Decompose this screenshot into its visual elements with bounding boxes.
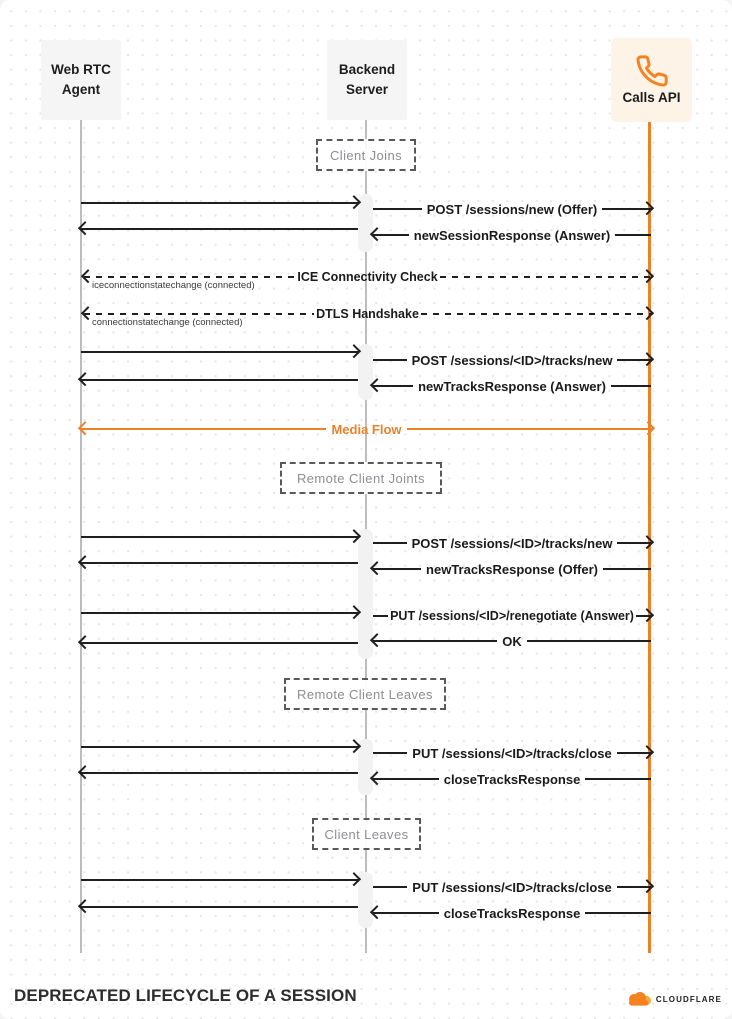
- section-remote-client-joints: [280, 462, 442, 494]
- arrow-leg-new-tracks-response-answer: [81, 370, 358, 390]
- message-label: closeTracksResponse: [443, 905, 581, 921]
- arrow-ok: [373, 631, 651, 651]
- cloudflare-cloud-icon: [626, 991, 653, 1007]
- arrow-leg-put-tracks-close-1: [81, 737, 358, 757]
- message-label: closeTracksResponse: [443, 771, 581, 787]
- message-label: OK: [502, 633, 522, 649]
- message-label: PUT /sessions/<ID>/tracks/close: [412, 745, 612, 761]
- actor-calls-api: [611, 38, 692, 122]
- message-label: POST /sessions/new (Offer): [426, 201, 598, 217]
- arrow-new-session-response: [373, 225, 651, 245]
- message-label: newTracksResponse (Offer): [426, 561, 598, 577]
- message-label: POST /sessions/<ID>/tracks/new: [411, 352, 613, 368]
- phone-icon: [635, 54, 669, 88]
- section-label: Client Joins: [330, 147, 402, 163]
- actor-label: Web RTC Agent: [51, 61, 111, 97]
- section-remote-client-leaves: [284, 678, 446, 710]
- arrow-new-tracks-response-offer: [373, 559, 651, 579]
- arrow-media-flow: [81, 419, 652, 439]
- cloudflare-logo: [626, 991, 722, 1007]
- arrow-put-renegotiate: [373, 606, 651, 626]
- message-label: ICE Connectivity Check: [297, 270, 438, 284]
- arrow-leg-new-tracks-response-offer: [81, 553, 358, 573]
- arrow-leg-new-session-response: [81, 219, 358, 239]
- actor-label: Calls API: [622, 90, 681, 106]
- arrow-close-tracks-response-2: [373, 903, 651, 923]
- message-label: DTLS Handshake: [316, 307, 419, 321]
- arrow-post-tracks-new-1: [373, 350, 651, 370]
- message-label: PUT /sessions/<ID>/renegotiate (Answer): [390, 609, 634, 623]
- activation-bar: [358, 872, 373, 928]
- arrow-new-tracks-response-answer: [373, 376, 651, 396]
- activation-bar: [358, 739, 373, 795]
- message-label: Media Flow: [331, 421, 402, 437]
- actor-label: Backend Server: [338, 61, 396, 97]
- actor-backend-server: [327, 40, 407, 120]
- arrow-leg-post-sessions-new: [81, 193, 358, 213]
- arrow-leg-close-tracks-response-2: [81, 897, 358, 917]
- arrow-leg-post-tracks-new-2: [81, 527, 358, 547]
- message-label: newSessionResponse (Answer): [413, 227, 611, 243]
- section-label: Client Leaves: [324, 826, 409, 842]
- message-label: POST /sessions/<ID>/tracks/new: [411, 535, 613, 551]
- section-client-joins: [316, 139, 416, 171]
- message-label: newTracksResponse (Answer): [418, 378, 606, 394]
- brand-wordmark: CLOUDFLARE: [655, 994, 722, 1004]
- section-label: Remote Client Leaves: [297, 686, 433, 702]
- arrow-put-tracks-close-1: [373, 743, 651, 763]
- arrow-post-tracks-new-2: [373, 533, 651, 553]
- activation-bar: [358, 344, 373, 400]
- arrow-leg-ok: [81, 633, 358, 653]
- section-client-leaves: [312, 818, 421, 850]
- arrow-put-tracks-close-2: [373, 877, 651, 897]
- arrow-leg-put-tracks-close-2: [81, 870, 358, 890]
- arrow-leg-close-tracks-response-1: [81, 763, 358, 783]
- arrow-post-sessions-new: [373, 199, 651, 219]
- section-label: Remote Client Joints: [297, 470, 425, 486]
- message-label: PUT /sessions/<ID>/tracks/close: [412, 879, 612, 895]
- page-title: DEPRECATED LIFECYCLE OF A SESSION: [14, 986, 357, 1005]
- note-iceconnectionstatechange: iceconnectionstatechange (connected): [92, 280, 255, 291]
- arrow-leg-post-tracks-new-1: [81, 342, 358, 362]
- note-connectionstatechange: connectionstatechange (connected): [92, 317, 243, 328]
- actor-webrtc-agent: [41, 40, 121, 120]
- arrow-leg-put-renegotiate: [81, 603, 358, 623]
- arrow-close-tracks-response-1: [373, 769, 651, 789]
